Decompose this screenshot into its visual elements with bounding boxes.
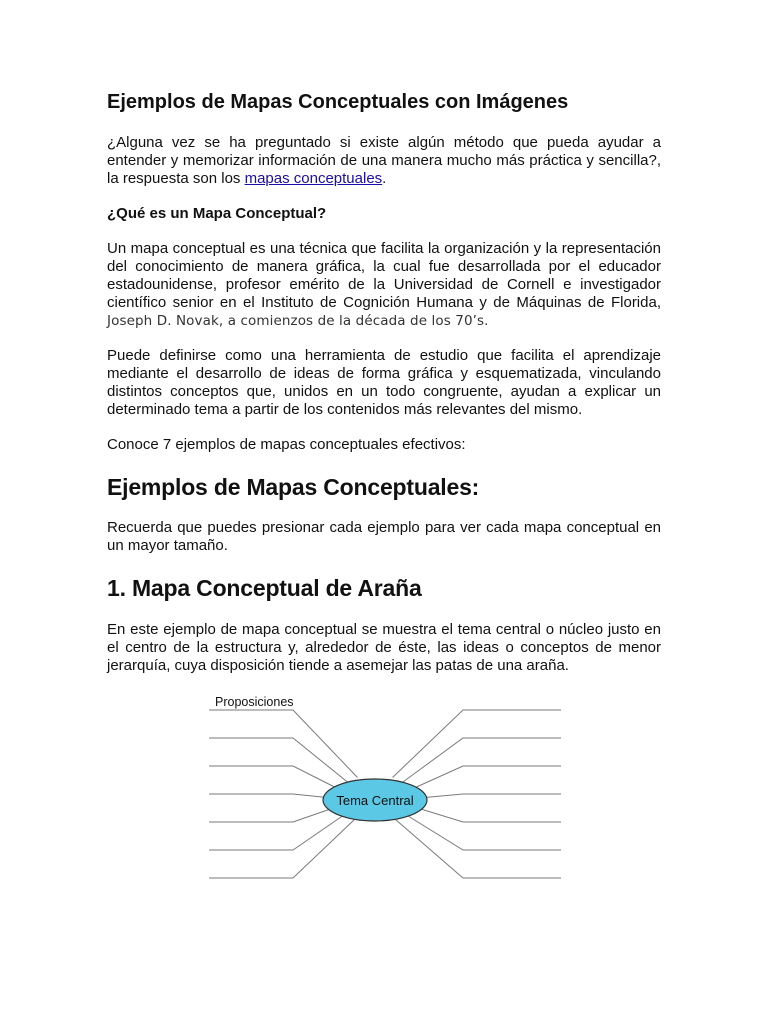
spider-leg-right-1 [393, 710, 562, 778]
question-heading: ¿Qué es un Mapa Conceptual? [107, 205, 327, 222]
spider-leg-right-4 [414, 794, 562, 799]
spider-leg-left-6 [209, 813, 348, 851]
propositions-label: Proposiciones [215, 695, 294, 709]
examples-intro-paragraph: Conoce 7 ejemplos de mapas conceptuales efectivos: [107, 436, 466, 453]
spider-paragraph: En este ejemplo de mapa conceptual se muestra el tema central o núcleo justo en el centro de la estructura y, alrededor de éste, las ideas o conceptos de menor jerarquía, cuya disposición tiende a asemejar las patas de una araña. [107, 621, 661, 674]
spider-map-figure[interactable] [205, 690, 565, 890]
page-title: Ejemplos de Mapas Conceptuales con Imágenes [107, 91, 569, 113]
mapas-conceptuales-link[interactable]: mapas conceptuales [244, 170, 383, 187]
document-content [107, 84, 661, 675]
subsection-heading: 1. Mapa Conceptual de Araña [107, 575, 422, 601]
spider-leg-left-1 [209, 710, 358, 778]
intro-period: . [382, 170, 387, 187]
spider-map-diagram [205, 690, 565, 890]
tool-paragraph: Puede definirse como una herramienta de estudio que facilita el aprendizaje mediante el desarrollo de ideas de forma gráfica y esquematizada, vinculando distintos conceptos que, unidos en un todo congruente, ayudan a explicar un determinado tema a partir de los contenidos más relevantes del mismo. [107, 347, 661, 418]
spider-leg-left-2 [209, 738, 351, 785]
intro-text: ¿Alguna vez se ha preguntado si existe algún método que pueda ayudar a entender y memorizar información de una manera mucho más práctica y sencilla?, la respuesta son los [107, 134, 661, 187]
definition-text: Un mapa conceptual es una técnica que facilita la organización y la representación del conocimiento de manera gráfica, la cual fue desarrollada por el educador estadounidense, profesor emérito de la Universidad de Cornell e investigador científico senior en el Instituto de Cognición Humana y de Máquinas de Florida, [107, 240, 661, 311]
central-topic-label: Tema Central [336, 793, 414, 808]
spider-leg-right-5 [410, 806, 562, 823]
spider-leg-right-2 [400, 738, 562, 785]
section-heading: Ejemplos de Mapas Conceptuales: [107, 474, 480, 500]
spider-leg-right-6 [403, 813, 562, 851]
spider-leg-left-3 [209, 766, 344, 792]
intro-paragraph [107, 134, 661, 188]
spider-leg-left-7 [209, 820, 355, 879]
novak-text: Joseph D. Novak, a comienzos de la década de los 70’s. [107, 313, 489, 329]
definition-paragraph [107, 240, 661, 330]
spider-leg-left-5 [209, 806, 341, 823]
spider-leg-left-4 [209, 794, 337, 799]
press-paragraph: Recuerda que puedes presionar cada ejemplo para ver cada mapa conceptual en un mayor tamaño. [107, 519, 661, 554]
spider-leg-right-3 [407, 766, 562, 792]
spider-leg-right-7 [396, 820, 562, 879]
